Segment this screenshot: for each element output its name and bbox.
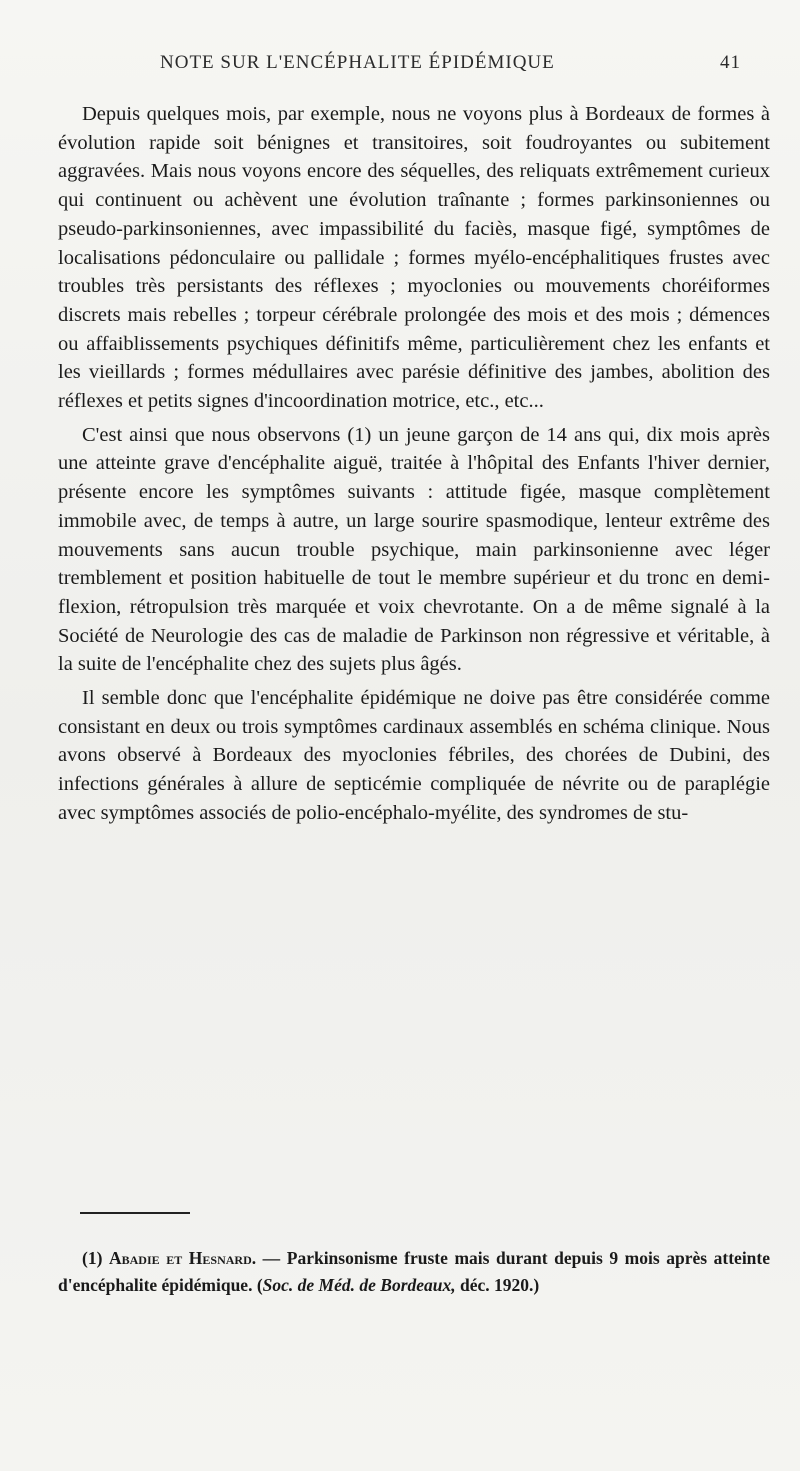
paragraph-3: Il semble donc que l'encéphalite épidémique ne doive pas être considérée comme consistant en deux ou trois symptômes cardinaux assemblés en schéma clinique. Nous avons observé à Bordeaux des myoclonies fébriles, des chorées de Dubini, des infections générales à allure de septicémie compliquée de névrite ou de paraplégie avec symptômes associés de polio-encéphalo-myélite, des syndromes de stu- (58, 687, 770, 824)
footnote-source-open: ( (252, 1275, 263, 1295)
paragraph-1: Depuis quelques mois, par exemple, nous ne voyons plus à Bordeaux de formes à évolution rapide soit bénignes et transitoires, soit foudroyantes ou subitement aggravées. Mais nous voyons encore des séquelles, des reliquats extrêmement curieux qui continuent ou achèvent une évolution traînante ; formes parkinsoniennes ou pseudo-parkinsoniennes, avec impassibilité du faciès, masque figé, symptômes de localisations pédonculaire ou pallidale ; formes myélo-encéphalitiques frustes avec troubles très persistants des réflexes ; myoclonies ou mouvements choréiformes discrets mais rebelles ; torpeur cérébrale prolongée des mois et des mois ; démences ou affaiblissements psychiques définitifs même, particulièrement chez les enfants et les vieillards ; formes médullaires avec parésie définitive des jambes, abolition des réflexes et petits signes d'incoordination motrice, etc., etc... (58, 103, 770, 413)
paragraph-2: C'est ainsi que nous observons (1) un jeune garçon de 14 ans qui, dix mois après une atteinte grave d'encéphalite aiguë, traitée à l'hôpital des Enfants l'hiver dernier, présente encore les symptômes suivants : attitude figée, masque complètement immobile avec, de temps à autre, un large sourire spasmodique, lenteur extrême des mouvements sans aucun trouble psychique, main parkinsonienne avec léger tremblement et position habituelle de tout le membre supérieur et du tronc en demi-flexion, rétropulsion très marquée et voix chevrotante. On a de même signalé à la Société de Neurologie des cas de maladie de Parkinson non régressive et véritable, à la suite de l'encéphalite chez des sujets plus âgés. (58, 423, 770, 676)
footnote (58, 1245, 770, 1299)
footnote-dash: — (256, 1248, 287, 1268)
footnote-title: Parkinsonisme fruste mais durant depuis 9 mois après atteinte d'encéphalite épidémique. (58, 1248, 771, 1295)
running-title: NOTE SUR L'ENCÉPHALITE ÉPIDÉMIQUE (160, 52, 555, 73)
footnote-separator (80, 1212, 190, 1214)
footnote-authors: Abadie et Hesnard. (108, 1248, 257, 1268)
footnote-source: Soc. de Méd. de Bordeaux, (262, 1275, 456, 1295)
main-text (58, 100, 770, 828)
page-number: 41 (720, 52, 741, 73)
footnote-marker: (1) (82, 1248, 103, 1268)
footnote-date: déc. 1920.) (455, 1275, 540, 1295)
footnote-text (58, 1245, 770, 1299)
